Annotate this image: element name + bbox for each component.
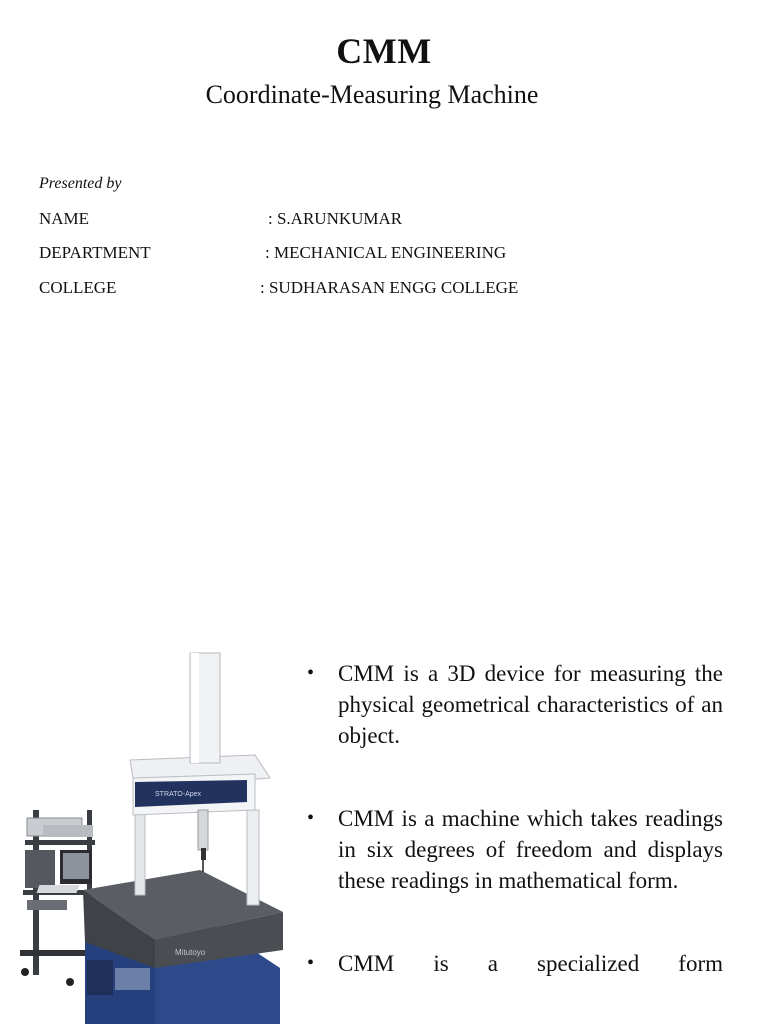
presenter-college-row bbox=[39, 278, 739, 302]
department-label: DEPARTMENT bbox=[39, 243, 151, 262]
definition-slide bbox=[0, 600, 768, 1024]
presented-by-label: Presented by bbox=[39, 175, 122, 192]
college-value: : SUDHARASAN ENGG COLLEGE bbox=[260, 278, 519, 297]
slide-title: CMM bbox=[336, 31, 432, 71]
list-item: • CMM is a machine which takes readings in six degrees of freedom and displays these readings in mathematical form. bbox=[305, 803, 723, 896]
cmm-machine-illustration bbox=[15, 650, 290, 1024]
brand-label: Mitutoyo bbox=[175, 948, 206, 957]
list-item: • CMM is a 3D device for measuring the physical geometrical characteristics of an object. bbox=[305, 658, 723, 751]
list-item: • CMM is a specialized form bbox=[305, 948, 723, 979]
presenter-department-row bbox=[39, 243, 739, 267]
definition-list bbox=[305, 658, 723, 1024]
presenter-name-row bbox=[39, 209, 739, 233]
name-label: NAME bbox=[39, 209, 90, 228]
slide-subtitle: Coordinate-Measuring Machine bbox=[205, 80, 539, 109]
department-value: : MECHANICAL ENGINEERING bbox=[265, 243, 507, 262]
college-label: COLLEGE bbox=[39, 278, 117, 297]
model-label: STRATO-Apex bbox=[155, 791, 202, 798]
name-value: : S.ARUNKUMAR bbox=[268, 209, 403, 228]
z-column bbox=[190, 653, 220, 872]
